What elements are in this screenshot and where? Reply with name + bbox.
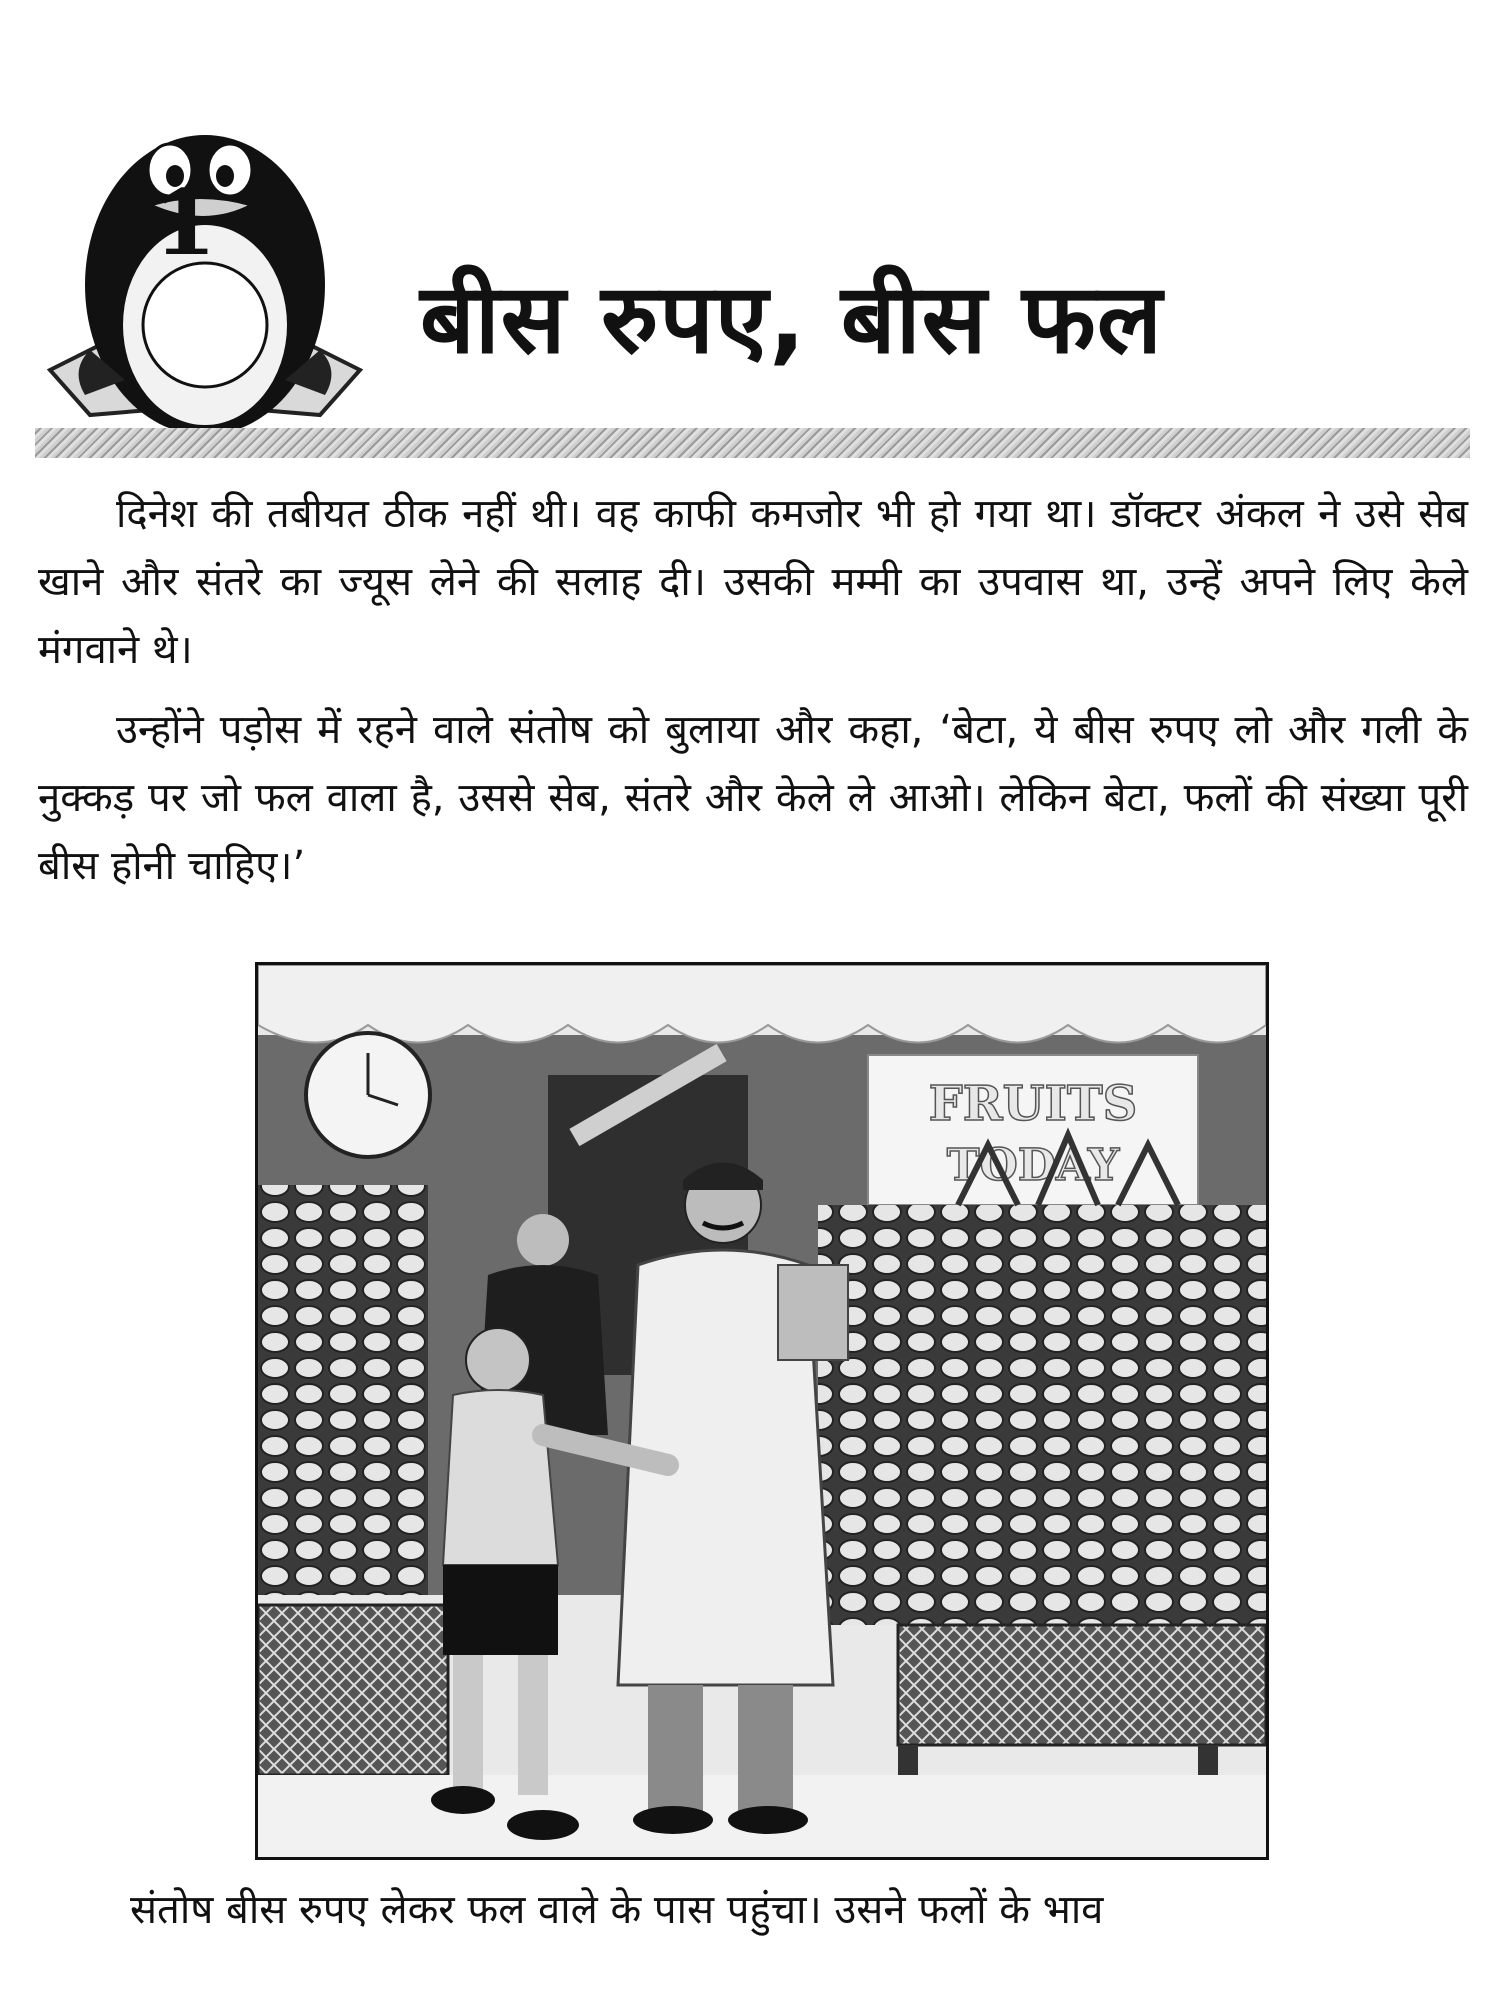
chapter-header [0,0,1500,470]
sign-line-2: TODAY [946,1140,1120,1191]
sign-line-1: FRUITS [928,1076,1138,1132]
title-divider-band [35,428,1470,458]
chapter-number: 1 [153,170,217,276]
chapter-title: बीस रुपए, बीस फल [420,263,1164,375]
story-continuation: संतोष बीस रुपए लेकर फल वाले के पास पहुंचा। उसने फलों के भाव [130,1887,1104,1933]
fruit-shop-illustration [255,962,1269,1860]
story-paragraph-2: उन्होंने पड़ोस में रहने वाले संतोष को बुलाया और कहा, ‘बेटा, ये बीस रुपए लो और गली के नुक्कड़ पर जो फल वाला है, उससे सेब, संतरे और केले ले आओ। लेकिन बेटा, फलों की संख्या पूरी बीस होनी चाहिए।’ [38,707,1468,889]
story-text [38,480,1468,912]
story-paragraph-1: दिनेश की तबीयत ठीक नहीं थी। वह काफी कमजोर भी हो गया था। डॉक्टर अंकल ने उसे सेब खाने और संतरे का ज्यूस लेने की सलाह दी। उसकी मम्मी का उपवास था, उन्हें अपने लिए केले मंगवाने थे। [38,491,1468,673]
fruit-shop-scene [258,965,1266,1857]
